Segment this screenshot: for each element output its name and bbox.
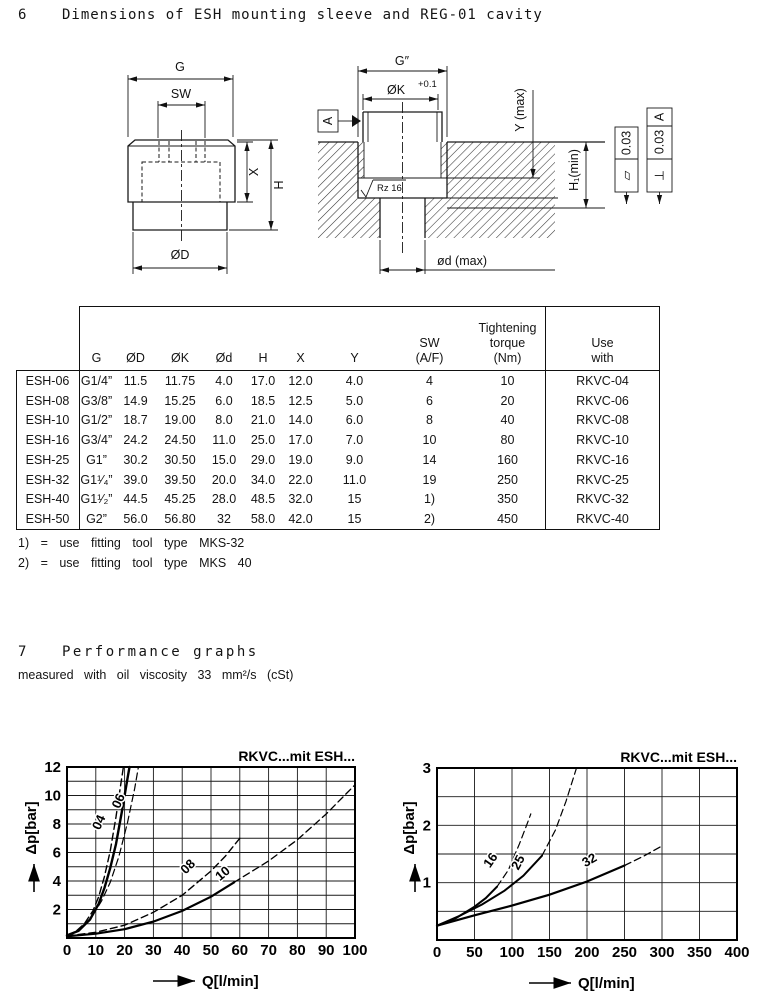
x-tick-label: 20 bbox=[116, 942, 133, 959]
dim-label-H1-min: H₁(min) bbox=[567, 149, 581, 191]
table-cell: 18.7 bbox=[123, 413, 148, 428]
table-cell: 32 bbox=[217, 512, 231, 527]
sleeve-drawing bbox=[128, 60, 286, 274]
table-header-col-0 bbox=[16, 306, 79, 370]
table-cell: 17.0 bbox=[288, 433, 313, 448]
y-tick-label: 6 bbox=[52, 844, 61, 862]
table-cell: 10 bbox=[422, 433, 437, 448]
section7-number: 7 bbox=[18, 644, 27, 660]
table-cell: 11.0 bbox=[212, 433, 236, 448]
table-cell: 15.0 bbox=[211, 452, 237, 467]
y-tick-label: 4 bbox=[52, 873, 61, 890]
table-header-col-2: ØD bbox=[126, 351, 145, 365]
dim-label-OK: ØK bbox=[386, 83, 406, 97]
curve-label-10: 10 bbox=[212, 862, 233, 884]
chart-title: RKVC...mit ESH... bbox=[238, 748, 355, 764]
table-cell: 29.0 bbox=[250, 452, 276, 467]
table-cell: 39.0 bbox=[123, 472, 148, 487]
y-tick-label: 1 bbox=[422, 874, 431, 892]
y-tick-label: 8 bbox=[52, 816, 61, 833]
chart-title: RKVC...mit ESH... bbox=[620, 749, 737, 765]
table-cell: 8.0 bbox=[215, 413, 233, 428]
table-cell: 4.0 bbox=[215, 373, 233, 388]
table-cell: 7.0 bbox=[345, 433, 364, 448]
table-cell: 12.0 bbox=[288, 373, 313, 388]
curve-label-25: 25 bbox=[507, 852, 528, 873]
table-row-label: ESH-40 bbox=[25, 492, 70, 507]
table-cell: 42.0 bbox=[288, 512, 313, 527]
dimension-drawings bbox=[0, 38, 772, 308]
table-cell: 48.5 bbox=[250, 492, 276, 507]
table-cell: 20.0 bbox=[211, 472, 237, 487]
table-cell: RKVC-04 bbox=[576, 373, 629, 388]
table-cell: 30.50 bbox=[164, 452, 196, 467]
x-tick-label: 300 bbox=[649, 944, 675, 961]
x-tick-label: 10 bbox=[87, 942, 105, 959]
table-cell: 6.0 bbox=[215, 393, 233, 408]
table-row-label: ESH-10 bbox=[25, 413, 70, 428]
x-tick-label: 100 bbox=[342, 942, 368, 959]
table-cell: G1¹⁄₄” bbox=[80, 472, 113, 487]
table-cell: 14.0 bbox=[288, 413, 313, 428]
table-cell: 12.5 bbox=[288, 393, 313, 408]
x-tick-label: 350 bbox=[686, 944, 713, 961]
table-row-label: ESH-32 bbox=[25, 472, 70, 487]
x-tick-label: 30 bbox=[145, 942, 162, 959]
table-cell: 15 bbox=[347, 492, 362, 507]
table-header-col-8: SW (A/F) bbox=[415, 336, 444, 365]
table-cell: 58.0 bbox=[250, 512, 276, 527]
y-axis-title: Δp[bar] bbox=[401, 801, 418, 855]
x-tick-label: 250 bbox=[611, 944, 638, 961]
table-cell: 80 bbox=[500, 433, 515, 448]
table-cell: RKVC-08 bbox=[576, 413, 629, 428]
table-cell: RKVC-25 bbox=[576, 472, 629, 487]
table-cell: 14.9 bbox=[123, 393, 148, 408]
table-header-col-10: Use with bbox=[591, 336, 614, 365]
datum-label: A bbox=[321, 116, 335, 126]
table-body bbox=[16, 371, 660, 529]
perpendicularity-datum: A bbox=[652, 112, 667, 122]
table-cell: 20 bbox=[500, 393, 515, 408]
table-cell: 15 bbox=[347, 512, 362, 527]
x-tick-label: 50 bbox=[466, 944, 483, 961]
dim-label-H: H bbox=[272, 180, 286, 190]
curve-label-06: 06 bbox=[108, 791, 128, 811]
table-cell: 34.0 bbox=[250, 472, 276, 487]
x-tick-label: 90 bbox=[317, 942, 335, 959]
table-cell: G1/4” bbox=[80, 373, 113, 388]
table-header-col-4: Ød bbox=[215, 351, 233, 365]
y-tick-label: 2 bbox=[422, 817, 431, 835]
dim-label-X: X bbox=[247, 167, 261, 177]
table-row-label: ESH-25 bbox=[25, 452, 70, 467]
section7-title: Performance graphs bbox=[62, 644, 259, 660]
x-axis-title: Q[l/min] bbox=[202, 973, 259, 990]
table-cell: 32.0 bbox=[288, 492, 313, 507]
table-cell: 30.2 bbox=[123, 452, 148, 467]
table-cell: G1” bbox=[86, 452, 107, 467]
table-cell: 18.5 bbox=[250, 393, 276, 408]
table-header-col-7: Y bbox=[350, 351, 359, 365]
table-cell: 4.0 bbox=[345, 373, 364, 388]
x-tick-label: 100 bbox=[499, 944, 525, 961]
table-cell: 56.80 bbox=[164, 512, 196, 527]
table-cell: 2) bbox=[423, 512, 436, 527]
table-cell: 11.75 bbox=[164, 373, 196, 388]
x-tick-label: 200 bbox=[574, 944, 600, 961]
table-cell: 160 bbox=[497, 452, 518, 467]
section7-subtitle: measured with oil viscosity 33 mm²/s (cSt) bbox=[18, 668, 294, 682]
table-cell: G2” bbox=[86, 512, 107, 527]
table-cell: 6 bbox=[426, 393, 433, 408]
table-header-col-3: ØK bbox=[170, 351, 190, 365]
section6-title: Dimensions of ESH mounting sleeve and REG-01 cavity bbox=[62, 7, 543, 23]
table-cell: G1/2” bbox=[80, 413, 113, 428]
table-row-label: ESH-08 bbox=[25, 393, 70, 408]
table-cell: G1¹⁄₂” bbox=[80, 492, 113, 507]
curve-25-extension bbox=[542, 768, 577, 856]
dim-label-SW: SW bbox=[170, 87, 192, 101]
table-cell: 45.25 bbox=[164, 492, 196, 507]
dim-label-G2: G″ bbox=[394, 54, 410, 68]
footnote-2: 2) = use fitting tool type MKS 40 bbox=[18, 556, 252, 570]
perpendicularity-value: 0.03 bbox=[652, 129, 667, 155]
table-cell: 350 bbox=[497, 492, 518, 507]
table-cell: RKVC-16 bbox=[576, 452, 629, 467]
dimensions-table bbox=[16, 306, 660, 530]
table-header-col-6: X bbox=[296, 351, 305, 365]
table-cell: 1) bbox=[423, 492, 436, 507]
curve-10-extension bbox=[234, 785, 355, 883]
table-header-col-1: G bbox=[91, 351, 102, 365]
table-row-label: ESH-50 bbox=[25, 512, 70, 527]
table-cell: 24.2 bbox=[123, 433, 148, 448]
table-row-label: ESH-16 bbox=[25, 433, 70, 448]
table-cell: 28.0 bbox=[211, 492, 237, 507]
flatness-symbol-icon: ▱ bbox=[619, 170, 634, 181]
table-header-col-5: H bbox=[258, 351, 268, 365]
table-cell: 8 bbox=[426, 413, 433, 428]
table-cell: 11.5 bbox=[123, 373, 148, 388]
table-cell: 40 bbox=[500, 413, 515, 428]
y-tick-label: 10 bbox=[44, 787, 61, 805]
datum-arrow bbox=[352, 115, 361, 127]
curve-32-extension bbox=[625, 846, 663, 866]
curve-32 bbox=[437, 866, 625, 926]
curve-16-extension bbox=[497, 814, 531, 887]
x-tick-label: 70 bbox=[260, 942, 277, 959]
x-tick-label: 60 bbox=[231, 942, 249, 959]
y-tick-label: 3 bbox=[422, 760, 431, 777]
table-cell: 17.0 bbox=[250, 373, 276, 388]
x-tick-label: 150 bbox=[536, 944, 563, 961]
table-cell: 450 bbox=[497, 512, 518, 527]
x-tick-label: 40 bbox=[173, 942, 191, 959]
table-cell: 24.50 bbox=[164, 433, 196, 448]
y-tick-label: 2 bbox=[52, 901, 61, 919]
dim-label-OD: ØD bbox=[170, 248, 190, 262]
table-cell: 25.0 bbox=[250, 433, 276, 448]
surface-finish-label: Rz 16 bbox=[377, 183, 402, 194]
table-cell: 15.25 bbox=[164, 393, 196, 408]
x-tick-label: 80 bbox=[289, 942, 306, 959]
table-cell: 250 bbox=[497, 472, 518, 487]
table-cell: 44.5 bbox=[123, 492, 148, 507]
table-cell: RKVC-32 bbox=[576, 492, 629, 507]
table-cell: 11.0 bbox=[342, 472, 367, 487]
flatness-tolerance-frame bbox=[615, 127, 638, 204]
perpendicularity-symbol-icon: ⊥ bbox=[652, 170, 667, 181]
table-cell: 56.0 bbox=[123, 512, 148, 527]
table-cell: 9.0 bbox=[345, 452, 364, 467]
table-cell: RKVC-06 bbox=[576, 393, 629, 408]
table-cell: 14 bbox=[422, 452, 437, 467]
table-header-row bbox=[16, 306, 660, 370]
y-tick-label: 12 bbox=[44, 759, 61, 776]
x-tick-label: 0 bbox=[432, 944, 442, 961]
table-cell: 19.00 bbox=[164, 413, 196, 428]
table-cell: RKVC-40 bbox=[576, 512, 629, 527]
table-cell: 6.0 bbox=[345, 413, 364, 428]
curve-label-08: 08 bbox=[177, 855, 199, 877]
table-cell: 21.0 bbox=[250, 413, 276, 428]
curve-16 bbox=[437, 887, 497, 926]
dim-label-OK-tolerance: +0.1 bbox=[418, 79, 437, 90]
x-tick-label: 0 bbox=[62, 942, 72, 959]
table-cell: 19.0 bbox=[288, 452, 313, 467]
table-cell: 4 bbox=[426, 373, 433, 388]
table-cell: 19 bbox=[422, 472, 437, 487]
performance-chart-right bbox=[390, 748, 772, 996]
table-cell: RKVC-10 bbox=[576, 433, 629, 448]
table-cell: G3/8” bbox=[80, 393, 113, 408]
table-cell: 5.0 bbox=[345, 393, 364, 408]
curve-label-32: 32 bbox=[579, 849, 600, 870]
table-cell: 39.50 bbox=[164, 472, 196, 487]
x-tick-label: 400 bbox=[724, 944, 750, 961]
table-header-col-9: Tightening torque (Nm) bbox=[478, 321, 537, 365]
x-axis-title: Q[l/min] bbox=[578, 975, 635, 992]
x-tick-label: 50 bbox=[202, 942, 220, 959]
dim-label-Y-max: Y (max) bbox=[513, 88, 527, 132]
performance-chart-left bbox=[20, 748, 380, 996]
footnote-1: 1) = use fitting tool type MKS-32 bbox=[18, 536, 245, 550]
y-axis-title: Δp[bar] bbox=[23, 801, 40, 855]
section6-number: 6 bbox=[18, 7, 27, 23]
table-row-label: ESH-06 bbox=[25, 373, 70, 388]
cavity-drawing bbox=[318, 54, 672, 274]
perpendicularity-tolerance-frame bbox=[647, 108, 672, 204]
flatness-value: 0.03 bbox=[619, 130, 634, 156]
table-cell: G3/4” bbox=[80, 433, 113, 448]
dim-label-od-max: ød (max) bbox=[437, 254, 487, 268]
curve-label-16: 16 bbox=[480, 849, 501, 871]
dim-label-G: G bbox=[175, 60, 185, 74]
curve-label-04: 04 bbox=[88, 812, 109, 832]
table-cell: 22.0 bbox=[288, 472, 313, 487]
table-cell: 10 bbox=[500, 373, 515, 388]
